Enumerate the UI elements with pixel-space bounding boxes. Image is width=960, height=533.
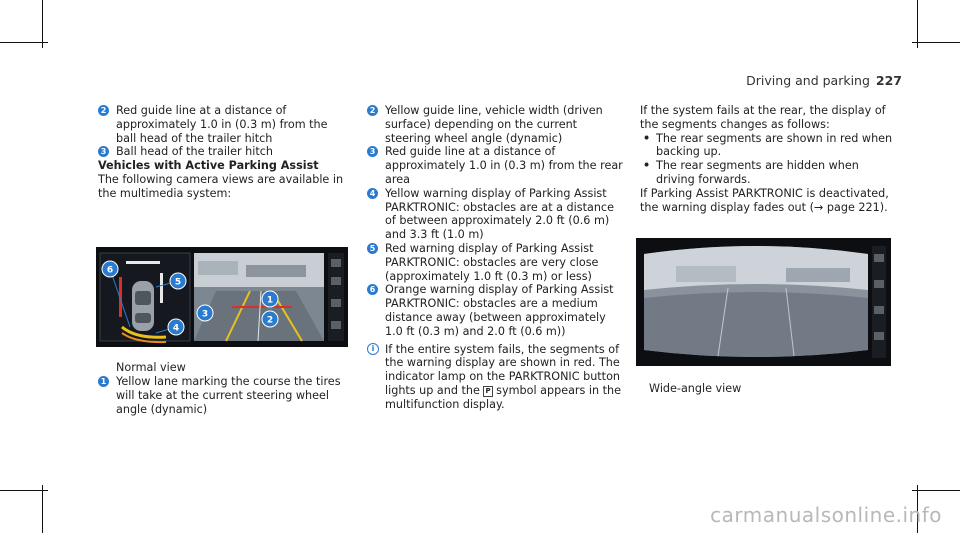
section-title: Driving and parking [746, 73, 870, 88]
number-badge: 5 [367, 243, 378, 254]
item-text: Red guide line at a distance of approximately 1.0 in (0.3 m) from the ball head of the trailer hitch [116, 104, 328, 145]
svg-text:6: 6 [106, 265, 114, 276]
number-badge: 3 [98, 146, 109, 157]
section-heading: Vehicles with Active Parking Assist [98, 159, 319, 173]
figure-caption: Wide-angle view [649, 382, 742, 395]
figure-caption: Normal view [116, 361, 186, 374]
left-column-lower [98, 375, 350, 416]
callout-badge [102, 261, 118, 277]
svg-text:3: 3 [201, 309, 209, 320]
list-item [98, 145, 350, 159]
intro-paragraph: The following camera views are available in the multimedia system: [98, 172, 344, 200]
middle-column [367, 104, 623, 412]
note-text-before: If the entire system fails, the segments of the warning display are shown in red. The indicator lamp on the PARKTRONIC button lights up and the [385, 342, 621, 397]
crop-mark [912, 490, 960, 491]
svg-text:5: 5 [174, 277, 182, 288]
item-text: Red guide line at a distance of approximately 1.0 in (0.3 m) from the rear area [385, 145, 623, 186]
svg-text:1: 1 [266, 295, 274, 306]
number-badge: 2 [98, 105, 109, 116]
list-item [367, 187, 623, 242]
crop-mark [42, 0, 43, 48]
callout-badge [170, 273, 186, 289]
note-text-after: symbol appears in the multifunction display. [385, 383, 622, 411]
running-header [746, 73, 902, 88]
callout-badge [262, 291, 278, 307]
list-item [367, 145, 623, 186]
callout-badge [168, 319, 184, 335]
number-badge: 3 [367, 146, 378, 157]
svg-text:2: 2 [266, 315, 274, 326]
normal-view-illustration [96, 247, 348, 347]
watermark: carmanualsonline.info [710, 503, 942, 527]
bullet-text: The rear segments are shown in red when backing up. [656, 131, 893, 159]
wide-angle-illustration [636, 238, 891, 366]
number-badge: 4 [367, 188, 378, 199]
info-note [367, 343, 623, 412]
callout-badge [262, 311, 278, 327]
item-text: Red warning display of Parking Assist PARKTRONIC: obstacles are very close (approximately 1.0 ft (0.3 m) or less) [385, 241, 599, 283]
parking-symbol-icon: P [485, 386, 491, 395]
item-text: Ball head of the trailer hitch [116, 145, 273, 159]
bullet-text: The rear segments are hidden when driving forwards. [656, 159, 859, 186]
number-badge: 6 [367, 284, 378, 295]
crop-mark [0, 42, 48, 43]
item-text: Yellow guide line, vehicle width (driven surface) depending on the current steering wheel angle (dynamic) [385, 104, 603, 145]
item-text: Yellow lane marking the course the tires will take at the current steering wheel angle (dynamic) [116, 375, 341, 416]
svg-text:4: 4 [172, 323, 180, 334]
normal-view-figure [96, 247, 348, 347]
callout-badge [197, 305, 213, 321]
info-icon: i [367, 343, 379, 355]
crop-mark [0, 490, 48, 491]
list-item [367, 104, 623, 145]
crop-mark [912, 42, 960, 43]
number-badge: 1 [98, 376, 109, 387]
item-text: Orange warning display of Parking Assist PARKTRONIC: obstacles are a medium distance away (between approximately 1.0 ft (0.3 m) and 2.0 ft (0.6 m)) [385, 283, 614, 338]
wide-angle-figure [636, 238, 891, 366]
list-item [98, 375, 350, 416]
list-item [98, 104, 350, 145]
outro-paragraph: If Parking Assist PARKTRONIC is deactivated, the warning display fades out (→ page 221). [640, 186, 889, 214]
crop-mark [917, 0, 918, 48]
bullet-item: • The rear segments are hidden when driving forwards. [643, 159, 859, 186]
number-badge: 2 [367, 105, 378, 116]
list-item [367, 242, 623, 283]
list-item [367, 283, 623, 338]
page-number: 227 [875, 73, 902, 88]
right-column [640, 104, 900, 214]
crop-mark [42, 485, 43, 533]
intro-paragraph: If the system fails at the rear, the display of the segments changes as follows: [640, 104, 886, 131]
left-column [98, 104, 350, 201]
item-text: Yellow warning display of Parking Assist PARKTRONIC: obstacles are at a distance of between approximately 2.0 ft (0.6 m) and 3.3 ft (1.0 m) [385, 186, 614, 242]
bullet-item: • The rear segments are shown in red when backing up. [643, 131, 893, 159]
